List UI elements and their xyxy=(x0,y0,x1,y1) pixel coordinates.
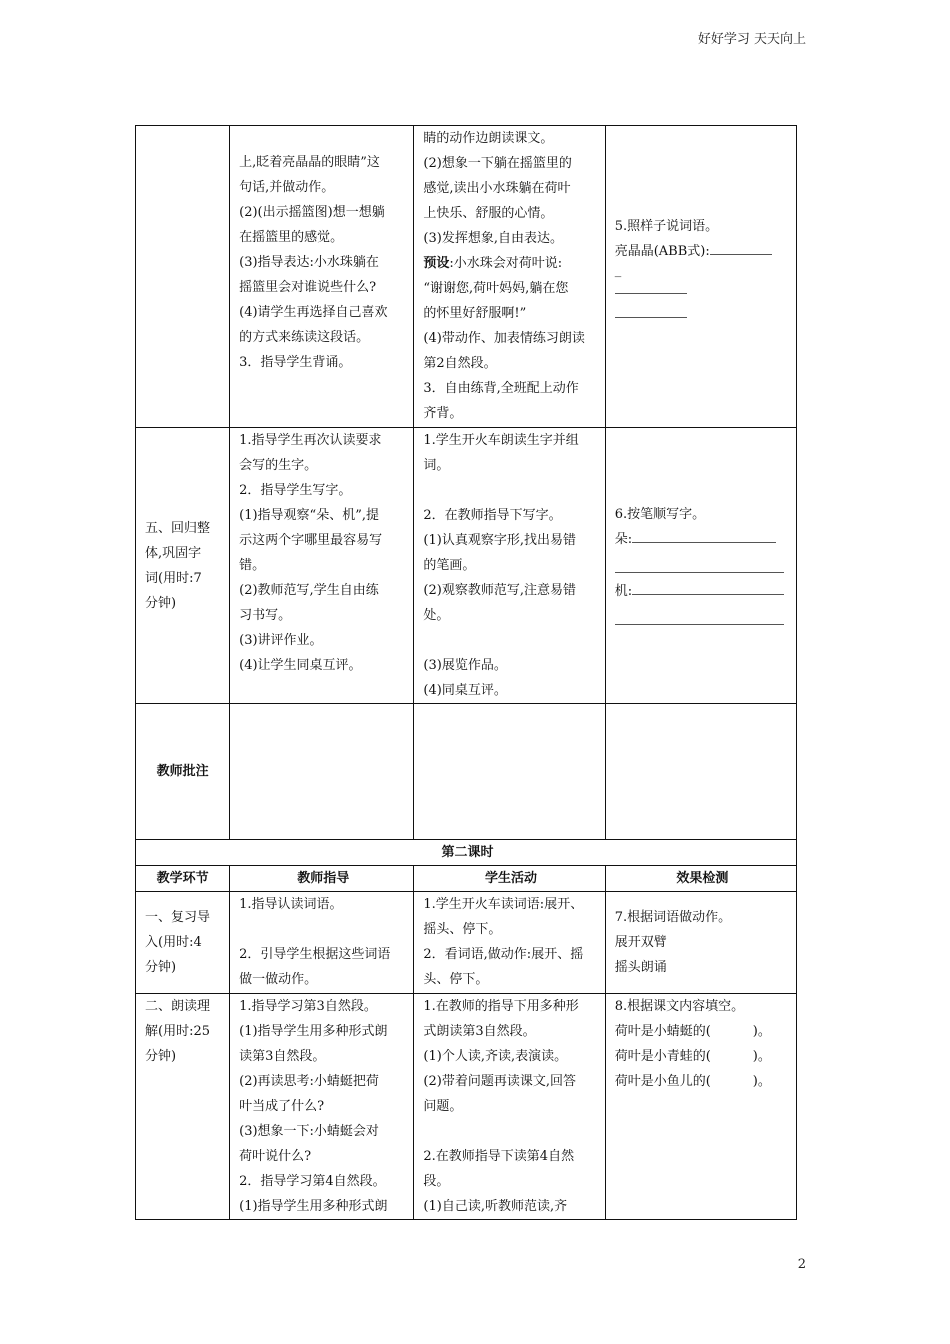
teacher-guidance-cell: 1.指导认读词语。 2．引导学生根据这些词语 做一做动作。 xyxy=(230,892,414,994)
writing-line[interactable] xyxy=(615,552,784,573)
preset-label: 预设 xyxy=(423,256,450,271)
answer-blank[interactable] xyxy=(615,279,687,294)
table-row xyxy=(136,704,797,840)
column-header: 效果检测 xyxy=(605,866,796,892)
notes-cell[interactable] xyxy=(414,704,605,840)
effect-check-cell: 6.按笔顺写字。 朵: 机: xyxy=(605,428,796,704)
table-row xyxy=(136,126,797,428)
stage-cell: 五、回归整 体,巩固字 词(用时:7 分钟) xyxy=(136,428,230,704)
student-activity-cell: 1.学生开火车读词语:展开、 摇头、停下。 2．看词语,做动作:展开、摇 头、停下。 xyxy=(414,892,605,994)
table-row xyxy=(136,840,797,866)
table-row xyxy=(136,428,797,704)
writing-line[interactable] xyxy=(632,528,776,543)
page-header: 好好学习 天天向上 xyxy=(697,32,806,47)
student-activity-cell: 1.学生开火车朗读生字并组 词。 2．在教师指导下写字。 (1)认真观察字形,找出易错 的笔画。 (2)观察教师范写,注意易错 处。 (3)展览作品。 (4)同桌互评。 xyxy=(414,428,605,704)
teacher-guidance-cell: 上,眨着亮晶晶的眼睛”这 句话,并做动作。 (2)(出示摇篮图)想一想躺 在摇篮里的感觉。 (3)指导表达:小水珠躺在 摇篮里会对谁说些什么? (4)请学生再选择自己喜欢 的方式来练读这段话。 3．指导学生背诵。 xyxy=(230,126,414,428)
page-number: 2 xyxy=(797,1257,806,1272)
table-row xyxy=(136,892,797,994)
teacher-guidance-cell: 1.指导学习第3自然段。 (1)指导学生用多种形式朗 读第3自然段。 (2)再读思考:小蜻蜓把荷 叶当成了什么? (3)想象一下:小蜻蜓会对 荷叶说什么? 2．指导学习第4自然段。 (1)指导学生用多种形式朗 xyxy=(230,994,414,1220)
stage-cell: 二、朗读理 解(用时:25 分钟) xyxy=(136,994,230,1220)
student-activity-cell: 1.在教师的指导下用多种形 式朗读第3自然段。 (1)个人读,齐读,表演读。 (2)带着问题再读课文,回答 问题。 2.在教师指导下读第4自然 段。 (1)自己读,听教师范读,齐 xyxy=(414,994,605,1220)
answer-blank[interactable] xyxy=(615,303,687,318)
table-header-row xyxy=(136,866,797,892)
column-header: 教学环节 xyxy=(136,866,230,892)
effect-check-cell: 7.根据词语做动作。 展开双臂 摇头朗诵 xyxy=(605,892,796,994)
teacher-guidance-cell: 1.指导学生再次认读要求 会写的生字。 2．指导学生写字。 (1)指导观察“朵、机”,提 示这两个字哪里最容易写 错。 (2)教师范写,学生自由练 习书写。 (3)讲评作业。 (4)让学生同桌互评。 xyxy=(230,428,414,704)
effect-check-cell: 8.根据课文内容填空。 荷叶是小蜻蜓的( )。 荷叶是小青蛙的( )。 荷叶是小鱼儿的( )。 xyxy=(605,994,796,1220)
notes-cell[interactable] xyxy=(230,704,414,840)
answer-blank[interactable] xyxy=(710,240,772,255)
stage-cell: 一、复习导 入(用时:4 分钟) xyxy=(136,892,230,994)
effect-check-cell: 5.照样子说词语。 亮晶晶(ABB式): _ xyxy=(605,126,796,428)
lesson-plan-table xyxy=(135,125,797,1220)
section-title: 第二课时 xyxy=(136,840,797,866)
column-header: 教师指导 xyxy=(230,866,414,892)
column-header: 学生活动 xyxy=(414,866,605,892)
student-activity-cell: 睛的动作边朗读课文。 (2)想象一下躺在摇篮里的 感觉,读出小水珠躺在荷叶 上快乐、舒服的心情。 (3)发挥想象,自由表达。 预设:小水珠会对荷叶说: “谢谢您,荷叶妈妈,躺在您 的怀里好舒服啊!” (4)带动作、加表情练习朗读 第2自然段。 3．自由练背,全班配上动作 齐背。 xyxy=(414,126,605,428)
teacher-notes-label: 教师批注 xyxy=(136,704,230,840)
writing-line[interactable] xyxy=(632,580,784,595)
stage-cell xyxy=(136,126,230,428)
notes-cell[interactable] xyxy=(605,704,796,840)
writing-line[interactable] xyxy=(615,604,784,625)
table-row xyxy=(136,994,797,1220)
